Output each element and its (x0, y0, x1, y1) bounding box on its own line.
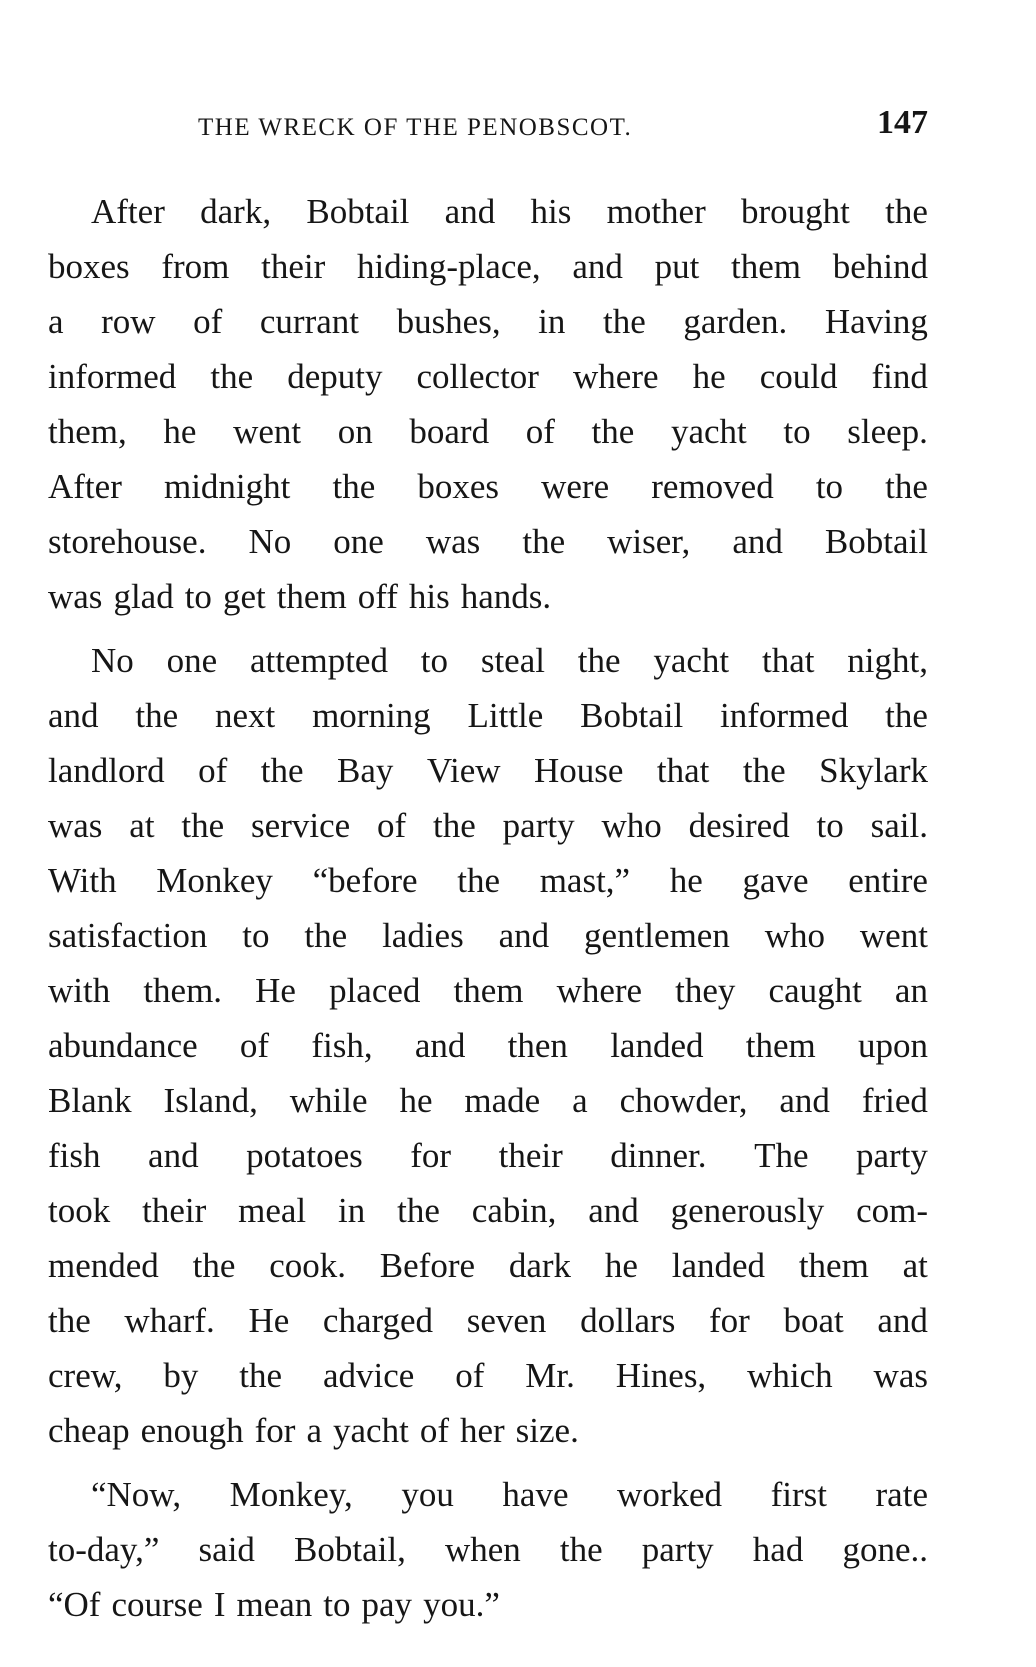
word: gentlemen (584, 916, 730, 955)
word: garden. (683, 302, 788, 341)
word: them (745, 1026, 816, 1065)
word: to (816, 806, 844, 845)
word: Island, (163, 1081, 258, 1120)
word: to (184, 577, 212, 616)
word: the (522, 522, 566, 561)
text-line (48, 853, 928, 908)
word: boat (783, 1301, 844, 1340)
word: Before (379, 1246, 476, 1285)
word: enough (140, 1411, 244, 1450)
word: the (181, 806, 225, 845)
text-line (48, 1348, 928, 1403)
word: their (142, 1191, 207, 1230)
word: then (507, 1026, 568, 1065)
word: collector (416, 357, 539, 396)
word: the (260, 751, 304, 790)
word: Monkey (156, 861, 273, 900)
word: cook. (269, 1246, 346, 1285)
word: the (210, 357, 254, 396)
word: get (222, 577, 266, 616)
word: row (101, 302, 156, 341)
word: he (399, 1081, 433, 1120)
word: when (444, 1530, 521, 1569)
word: wharf. (124, 1301, 215, 1340)
word: generously (670, 1191, 825, 1230)
word: where (556, 971, 643, 1010)
word: fish (48, 1136, 101, 1175)
word: with (48, 971, 111, 1010)
word: to (815, 467, 844, 506)
word: of (193, 302, 223, 341)
word: glad (113, 577, 174, 616)
word: course (111, 1585, 203, 1624)
running-head (48, 104, 928, 144)
text-line (48, 1018, 928, 1073)
word: After (91, 192, 165, 231)
word: bushes, (396, 302, 501, 341)
word: made (464, 1081, 541, 1120)
word: of (239, 1026, 270, 1065)
text-line (48, 349, 928, 404)
word: ladies (382, 916, 464, 955)
word: charged (322, 1301, 434, 1340)
word: dark, (200, 192, 272, 231)
word: The (754, 1136, 809, 1175)
word: steal (480, 641, 545, 680)
word: their (261, 247, 326, 286)
word: rate (875, 1475, 928, 1514)
page-number: 147 (877, 104, 928, 141)
word: potatoes (246, 1136, 363, 1175)
word: her (459, 1411, 505, 1450)
word: and (779, 1081, 830, 1120)
word: and (732, 522, 783, 561)
word: the (885, 696, 928, 735)
word: abundance (48, 1026, 198, 1065)
word: the (559, 1530, 603, 1569)
word: crew, (48, 1356, 123, 1395)
word: his (530, 192, 572, 231)
text-line (48, 514, 928, 569)
word: party (502, 806, 575, 845)
text-line (48, 1403, 928, 1458)
word: you (401, 1475, 454, 1514)
word: them (276, 577, 347, 616)
word: a (306, 1411, 323, 1450)
word: worked (617, 1475, 723, 1514)
word: next (214, 696, 276, 735)
word: placed (329, 971, 421, 1010)
word: of (525, 412, 555, 451)
word: of (377, 806, 407, 845)
word: went (233, 412, 302, 451)
word: After (48, 467, 122, 506)
word: behind (832, 247, 928, 286)
word: his (408, 577, 450, 616)
word: meal (238, 1191, 307, 1230)
word: mast,” (539, 861, 631, 900)
word: were (541, 467, 610, 506)
word: had (752, 1530, 804, 1569)
word: a (572, 1081, 588, 1120)
word: caught (768, 971, 862, 1010)
text-line (48, 1183, 928, 1238)
word: have (502, 1475, 569, 1514)
body-text (48, 184, 928, 1641)
word: he (692, 357, 726, 396)
word: that (761, 641, 815, 680)
word: to (783, 412, 811, 451)
text-line (48, 239, 928, 294)
word: cheap (48, 1411, 130, 1450)
word: chowder, (619, 1081, 748, 1120)
word: them. (143, 971, 223, 1010)
word: storehouse. (48, 522, 207, 561)
word: “before (312, 861, 418, 900)
word: they (675, 971, 736, 1010)
word: to (323, 1585, 351, 1624)
word: Blank (48, 1081, 132, 1120)
word: the (885, 467, 928, 506)
word: and (498, 916, 550, 955)
word: landed (671, 1246, 766, 1285)
word: deputy (287, 357, 383, 396)
word: in (538, 302, 566, 341)
word: of (198, 751, 228, 790)
word: and (588, 1191, 639, 1230)
word: one (333, 522, 384, 561)
word: wiser, (607, 522, 691, 561)
word: their (498, 1136, 563, 1175)
word: He (248, 1301, 290, 1340)
text-line (48, 633, 928, 688)
word: to (242, 916, 270, 955)
paragraph (48, 633, 928, 1458)
word: informed (48, 357, 177, 396)
word: who (601, 806, 662, 845)
word: No (248, 522, 292, 561)
word: service (251, 806, 351, 845)
text-line (48, 688, 928, 743)
text-line (48, 184, 928, 239)
word: party (856, 1136, 928, 1175)
word: “Of (48, 1585, 101, 1624)
word: informed (720, 696, 849, 735)
word: sleep. (847, 412, 928, 451)
word: of (419, 1411, 449, 1450)
word: Bobtail (580, 696, 684, 735)
word: entire (848, 861, 928, 900)
word: dark (508, 1246, 572, 1285)
word: off (357, 577, 398, 616)
word: was (48, 806, 103, 845)
text-line (48, 404, 928, 459)
word: of (455, 1356, 485, 1395)
text-line (48, 963, 928, 1018)
word: No (91, 641, 134, 680)
word: he (669, 861, 703, 900)
word: landed (610, 1026, 704, 1065)
word: yacht (333, 1411, 409, 1450)
word: satisfaction (48, 916, 208, 955)
word: at (902, 1246, 928, 1285)
word: first (770, 1475, 827, 1514)
word: and (48, 696, 99, 735)
text-line (48, 1467, 928, 1522)
word: Skylark (819, 751, 928, 790)
word: mother (606, 192, 706, 231)
word: to-day,” (48, 1530, 160, 1569)
word: find (871, 357, 928, 396)
text-line (48, 743, 928, 798)
word: the (192, 1246, 236, 1285)
word: and (877, 1301, 928, 1340)
word: Bobtail (306, 192, 410, 231)
word: night, (847, 641, 928, 680)
word: I (213, 1585, 226, 1624)
word: hands. (460, 577, 552, 616)
word: at (129, 806, 155, 845)
word: dollars (580, 1301, 676, 1340)
word: attempted (249, 641, 388, 680)
word: and (148, 1136, 199, 1175)
word: “Now, (91, 1475, 182, 1514)
text-line (48, 569, 928, 624)
word: dinner. (610, 1136, 707, 1175)
word: them (731, 247, 802, 286)
word: where (573, 357, 659, 396)
word: an (894, 971, 928, 1010)
word: from (161, 247, 230, 286)
word: was (425, 522, 481, 561)
word: morning (312, 696, 431, 735)
word: Having (824, 302, 928, 341)
paragraph (48, 184, 928, 624)
word: currant (259, 302, 359, 341)
word: board (409, 412, 490, 451)
word: Monkey, (229, 1475, 353, 1514)
word: the (577, 641, 621, 680)
text-line (48, 1238, 928, 1293)
word: fried (861, 1081, 928, 1120)
word: Bobtail (824, 522, 928, 561)
word: upon (858, 1026, 928, 1065)
word: the (742, 751, 786, 790)
word: View (426, 751, 501, 790)
word: the (239, 1356, 283, 1395)
word: mended (48, 1246, 159, 1285)
word: Mr. (525, 1356, 575, 1395)
word: the (457, 861, 500, 900)
word: the (332, 467, 376, 506)
word: them, (48, 412, 127, 451)
word: to (420, 641, 449, 680)
word: mean (236, 1585, 313, 1624)
word: Little (467, 696, 544, 735)
word: size. (515, 1411, 579, 1450)
word: the (397, 1191, 440, 1230)
word: and (414, 1026, 466, 1065)
word: advice (322, 1356, 415, 1395)
word: said (198, 1530, 255, 1569)
text-line (48, 294, 928, 349)
word: took (48, 1191, 111, 1230)
word: boxes (48, 247, 130, 286)
word: by (163, 1356, 199, 1395)
word: brought (741, 192, 850, 231)
word: He (255, 971, 296, 1010)
word: House (534, 751, 624, 790)
word: who (764, 916, 825, 955)
text-line (48, 1073, 928, 1128)
word: midnight (163, 467, 291, 506)
word: fish, (311, 1026, 373, 1065)
word: the (591, 412, 635, 451)
word: could (759, 357, 838, 396)
word: put (654, 247, 700, 286)
word: the (48, 1301, 91, 1340)
word: he (604, 1246, 638, 1285)
word: the (602, 302, 646, 341)
word: and (444, 192, 496, 231)
word: sail. (870, 806, 928, 845)
word: them (798, 1246, 869, 1285)
text-line (48, 1128, 928, 1183)
word: pay (361, 1585, 413, 1624)
word: com- (856, 1191, 928, 1230)
running-title: THE WRECK OF THE PENOBSCOT. (198, 114, 633, 141)
word: With (48, 861, 117, 900)
word: them (453, 971, 524, 1010)
word: party (641, 1530, 714, 1569)
word: one (166, 641, 218, 680)
word: Bobtail, (294, 1530, 406, 1569)
word: Bay (336, 751, 394, 790)
text-line (48, 1577, 928, 1632)
text-line (48, 798, 928, 853)
word: that (656, 751, 710, 790)
text-line (48, 1522, 928, 1577)
word: for (709, 1301, 750, 1340)
word: hiding-place, (356, 247, 541, 286)
word: while (289, 1081, 368, 1120)
word: the (433, 806, 476, 845)
word: you.” (423, 1585, 500, 1624)
word: was (873, 1356, 928, 1395)
word: the (304, 916, 348, 955)
word: seven (466, 1301, 547, 1340)
word: and (572, 247, 623, 286)
text-line (48, 908, 928, 963)
word: removed (651, 467, 774, 506)
word: the (885, 192, 928, 231)
word: a (48, 302, 64, 341)
word: boxes (417, 467, 500, 506)
word: the (135, 696, 179, 735)
word: in (338, 1191, 366, 1230)
word: gave (742, 861, 809, 900)
word: went (859, 916, 928, 955)
word: desired (688, 806, 790, 845)
word: which (747, 1356, 833, 1395)
word: for (410, 1136, 452, 1175)
word: landlord (48, 751, 165, 790)
word: was (48, 577, 103, 616)
word: yacht (670, 412, 747, 451)
word: on (337, 412, 373, 451)
word: for (254, 1411, 296, 1450)
text-line (48, 1293, 928, 1348)
word: cabin, (471, 1191, 557, 1230)
word: gone.. (842, 1530, 928, 1569)
word: he (163, 412, 197, 451)
text-line (48, 459, 928, 514)
paragraph (48, 1467, 928, 1632)
word: yacht (653, 641, 730, 680)
word: Hines, (615, 1356, 707, 1395)
